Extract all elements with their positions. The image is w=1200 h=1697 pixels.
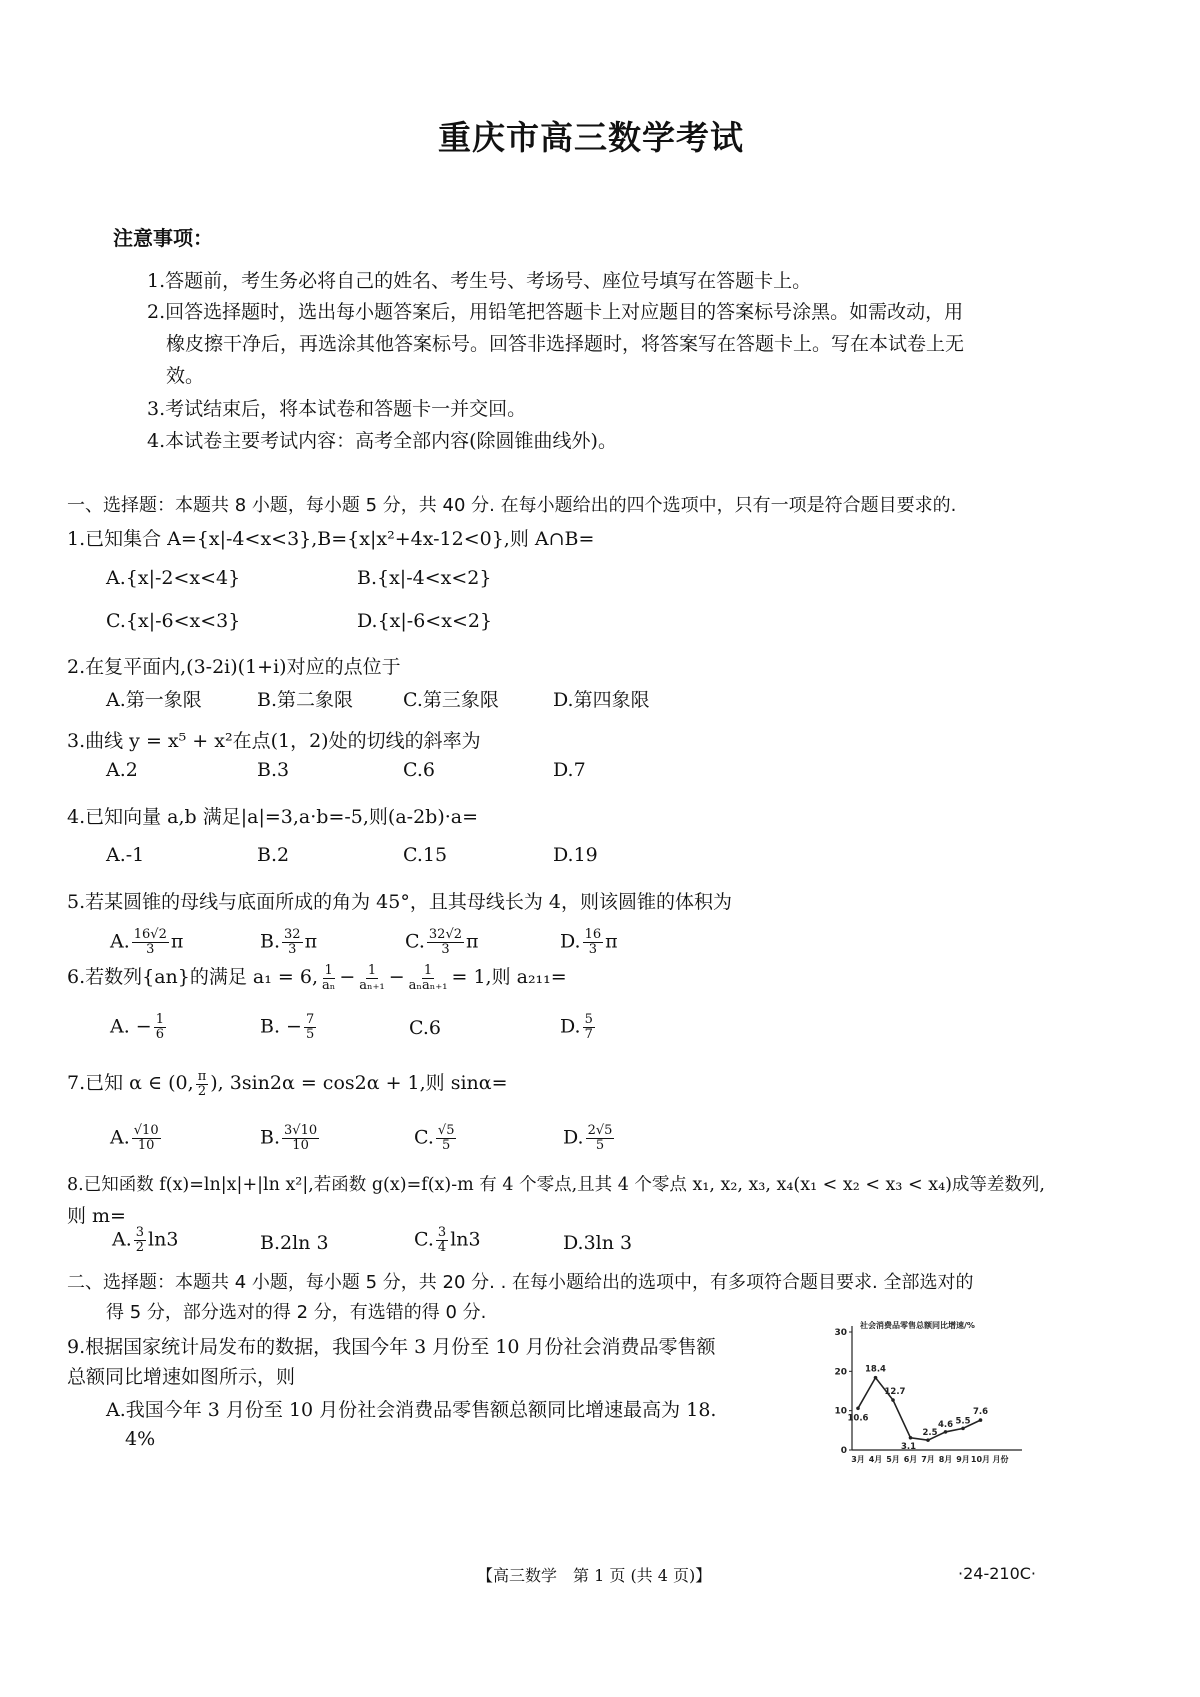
fraction [583, 928, 604, 957]
numerator: 2√5 [587, 1123, 613, 1138]
option-tail: ln3 [148, 1228, 179, 1251]
x-tick-label: 4月 [868, 1455, 883, 1464]
q6-stem-prefix: 6.若数列{an}的满足 a₁ = 6, [67, 966, 318, 988]
option-label: D. [563, 1126, 584, 1149]
data-label: 2.5 [922, 1428, 938, 1439]
q6-option-a [110, 1013, 168, 1042]
data-label: 3.1 [900, 1441, 917, 1452]
y-tick-label: 30 [834, 1328, 847, 1338]
q9-stem-line-2: 总额同比增速如图所示，则 [67, 1366, 296, 1388]
option-label: C. [414, 1228, 434, 1251]
numerator: √5 [437, 1123, 455, 1138]
option-tail: ln3 [450, 1228, 481, 1251]
q8-stem-line-1: 8.已知函数 f(x)=ln|x|+|ln x²|,若函数 g(x)=f(x)-m 有 4 个零点,且其 4 个零点 x₁, x₂, x₃, x₄(x₁ < x₂ < x₃ < x₄)成等差数列, [67, 1175, 1045, 1195]
numerator: 16 [584, 927, 602, 942]
fraction [586, 1124, 615, 1153]
fraction [282, 928, 303, 957]
x-tick-label: 6月 [903, 1455, 918, 1464]
q3-stem: 3.曲线 y = x⁵ + x²在点(1，2)处的切线的斜率为 [67, 730, 481, 752]
numerator: 1 [367, 962, 377, 978]
fraction [320, 964, 337, 993]
q8-option-a [112, 1226, 178, 1255]
q7-option-c [414, 1124, 458, 1153]
option-label: D. [560, 930, 581, 953]
q6-option-d [560, 1013, 597, 1042]
q6-stem-suffix: = 1,则 a₂₁₁= [451, 966, 567, 988]
numerator: 1 [324, 962, 333, 978]
q3-option-d: D.7 [553, 759, 586, 781]
notice-item-1: 1.答题前，考生务必将自己的姓名、考生号、考场号、座位号填写在答题卡上。 [147, 270, 812, 292]
numerator: 3 [135, 1225, 145, 1240]
q5-option-c [405, 928, 479, 957]
option-tail: π [170, 930, 184, 953]
denominator: 3 [441, 942, 450, 957]
q9-stem-line-1: 9.根据国家统计局发布的数据，我国今年 3 月份至 10 月份社会消费品零售额 [67, 1336, 716, 1358]
notice-item-3: 3.考试结束后，将本试卷和答题卡一并交回。 [147, 398, 527, 420]
exam-title: 重庆市高三数学考试 [438, 118, 744, 157]
numerator: 1 [155, 1012, 165, 1027]
q1-option-c: C.{x|-6<x<3} [106, 610, 241, 632]
data-point [909, 1436, 913, 1440]
notice-item-2-line-2: 橡皮擦干净后，再选涂其他答案标号。回答非选择题时，将答案写在答题卡上。写在本试卷上无 [166, 333, 965, 355]
q7-stem-suffix: ), 3sin2α = cos2α + 1,则 sinα= [210, 1072, 508, 1094]
q5-option-a [110, 928, 183, 957]
data-label: 7.6 [972, 1407, 989, 1418]
data-point [961, 1427, 965, 1431]
q3-option-a: A.2 [106, 759, 138, 781]
q6-option-b [260, 1013, 318, 1042]
fraction [583, 1013, 595, 1042]
fraction [132, 1124, 161, 1153]
numerator: 16√2 [133, 927, 167, 942]
option-label: A. [112, 1228, 132, 1251]
fraction [154, 1013, 166, 1042]
numerator: 1 [423, 962, 433, 978]
denominator: 2 [197, 1083, 207, 1099]
section-2-heading-line-1: 二、选择题：本题共 4 小题，每小题 5 分，共 20 分. . 在每小题给出的选项中，有多项符合题目要求. 全部选对的 [67, 1272, 974, 1293]
numerator: 7 [305, 1012, 315, 1027]
data-label: 5.5 [955, 1416, 971, 1427]
q5-option-d [560, 928, 618, 957]
denominator: aₙ₊₁ [359, 977, 385, 993]
q4-option-d: D.19 [553, 844, 598, 866]
operator: − [339, 966, 356, 988]
q8-option-d: D.3ln 3 [563, 1232, 633, 1254]
denominator: 3 [288, 942, 297, 957]
option-label: C. [414, 1126, 434, 1149]
q1-stem: 1.已知集合 A={x|-4<x<3},B={x|x²+4x-12<0},则 A∩B= [67, 528, 595, 550]
q9-option-a-line-2: 4% [125, 1428, 156, 1450]
x-tick-label: 5月 [886, 1455, 900, 1464]
q5-option-b [260, 928, 317, 957]
fraction [427, 928, 464, 957]
q1-option-b: B.{x|-4<x<2} [357, 567, 492, 589]
q3-option-c: C.6 [403, 759, 435, 781]
data-point [926, 1438, 930, 1442]
denominator: 3 [588, 942, 598, 957]
q3-option-b: B.3 [257, 759, 290, 781]
option-label: A. [110, 1126, 130, 1149]
fraction [196, 1070, 209, 1099]
option-label: A. [110, 930, 130, 953]
denominator: 2 [135, 1240, 145, 1255]
y-tick-label: 10 [834, 1406, 847, 1417]
option-label: B. [260, 930, 281, 953]
q4-option-c: C.15 [403, 844, 448, 866]
numerator: √10 [133, 1123, 159, 1138]
notice-heading: 注意事项： [113, 226, 213, 250]
data-label: 4.6 [937, 1419, 954, 1430]
option-label: D. [560, 1015, 581, 1038]
denominator: 5 [595, 1138, 605, 1153]
q5-stem: 5.若某圆锥的母线与底面所成的角为 45°，且其母线长为 4，则该圆锥的体积为 [67, 891, 732, 913]
growth-rate-line-chart [830, 1316, 1030, 1476]
q2-option-a: A.第一象限 [106, 689, 202, 711]
q2-option-d: D.第四象限 [553, 689, 650, 711]
option-label: A. − [110, 1015, 152, 1038]
notice-item-2-line-3: 效。 [166, 365, 205, 387]
option-label: B. − [260, 1015, 302, 1038]
data-label: 12.7 [884, 1387, 906, 1398]
data-point [979, 1418, 983, 1422]
fraction [282, 1124, 319, 1153]
data-point [944, 1430, 948, 1434]
numerator: π [197, 1068, 207, 1084]
page-footer: 【高三数学 第 1 页 (共 4 页)】 [477, 1566, 712, 1585]
q4-stem: 4.已知向量 a,b 满足|a|=3,a·b=-5,则(a-2b)·a= [67, 806, 479, 828]
y-tick-label: 20 [834, 1367, 847, 1378]
fraction [132, 928, 169, 957]
q7-option-b [260, 1124, 321, 1153]
q7-option-a [110, 1124, 163, 1153]
fraction [304, 1013, 316, 1042]
denominator: aₙaₙ₊₁ [408, 977, 448, 993]
section-1-heading: 一、选择题：本题共 8 小题，每小题 5 分，共 40 分. 在每小题给出的四个选项中，只有一项是符合题目要求的. [67, 495, 957, 516]
q8-option-c [414, 1226, 481, 1255]
q8-option-b: B.2ln 3 [260, 1232, 329, 1254]
denominator: 6 [155, 1027, 165, 1042]
q9-option-a-line-1: A.我国今年 3 月份至 10 月份社会消费品零售额总额同比增速最高为 18. [106, 1399, 717, 1421]
fraction [436, 1124, 457, 1153]
y-tick-label: 0 [840, 1446, 847, 1456]
x-axis-label: 月份 [992, 1455, 1009, 1464]
option-tail: π [605, 930, 618, 953]
fraction [407, 964, 450, 993]
q8-stem-line-2: 则 m= [67, 1205, 126, 1227]
q6-stem [67, 962, 567, 993]
data-point [874, 1376, 878, 1380]
denominator: 7 [584, 1027, 593, 1042]
exam-code: ·24-210C· [958, 1564, 1037, 1583]
q1-option-d: D.{x|-6<x<2} [357, 610, 493, 632]
numerator: 3√10 [284, 1123, 318, 1138]
q2-option-c: C.第三象限 [403, 689, 499, 711]
q6-option-c: C.6 [409, 1017, 441, 1039]
q7-stem-prefix: 7.已知 α ∈ (0, [67, 1072, 194, 1094]
x-tick-label: 3月 [851, 1455, 865, 1464]
numerator: 5 [584, 1012, 593, 1027]
option-label: B. [260, 1126, 281, 1149]
denominator: aₙ [321, 977, 336, 993]
option-tail: π [466, 930, 479, 953]
q7-stem [67, 1068, 508, 1099]
q1-option-a: A.{x|-2<x<4} [106, 567, 241, 589]
data-label: 18.4 [865, 1364, 886, 1375]
numerator: 32 [284, 927, 301, 942]
series-line [858, 1378, 981, 1441]
q2-option-b: B.第二象限 [257, 689, 354, 711]
q7-option-d [563, 1124, 616, 1153]
option-tail: π [304, 930, 318, 953]
notice-item-2-line-1: 2.回答选择题时，选出每小题答案后，用铅笔把答题卡上对应题目的答案标号涂黑。如需改动，用 [147, 301, 964, 323]
x-tick-label: 9月 [956, 1455, 970, 1464]
q4-option-a: A.-1 [106, 844, 145, 866]
denominator: 4 [437, 1240, 447, 1255]
denominator: 5 [305, 1027, 315, 1042]
fraction [357, 964, 386, 993]
data-point [856, 1407, 860, 1411]
fraction [134, 1226, 146, 1255]
data-label: 10.6 [847, 1413, 869, 1424]
denominator: 10 [137, 1138, 155, 1153]
numerator: 3 [437, 1225, 447, 1240]
section-2-heading-line-2: 得 5 分，部分选对的得 2 分，有选错的得 0 分. [106, 1302, 487, 1323]
q2-stem: 2.在复平面内,(3-2i)(1+i)对应的点位于 [67, 656, 401, 678]
denominator: 3 [146, 942, 155, 957]
denominator: 10 [292, 1138, 309, 1153]
data-point [891, 1398, 895, 1402]
fraction [436, 1226, 448, 1255]
x-tick-label: 10月 [970, 1455, 991, 1464]
notice-item-4: 4.本试卷主要考试内容：高考全部内容(除圆锥曲线外)。 [147, 430, 617, 452]
x-tick-label: 8月 [938, 1455, 953, 1464]
option-label: C. [405, 930, 425, 953]
chart-title: 社会消费品零售总额同比增速/% [860, 1321, 975, 1330]
operator: − [388, 966, 405, 988]
numerator: 32√2 [428, 927, 463, 942]
denominator: 5 [442, 1138, 451, 1153]
q4-option-b: B.2 [257, 844, 290, 866]
x-tick-label: 7月 [921, 1455, 935, 1464]
